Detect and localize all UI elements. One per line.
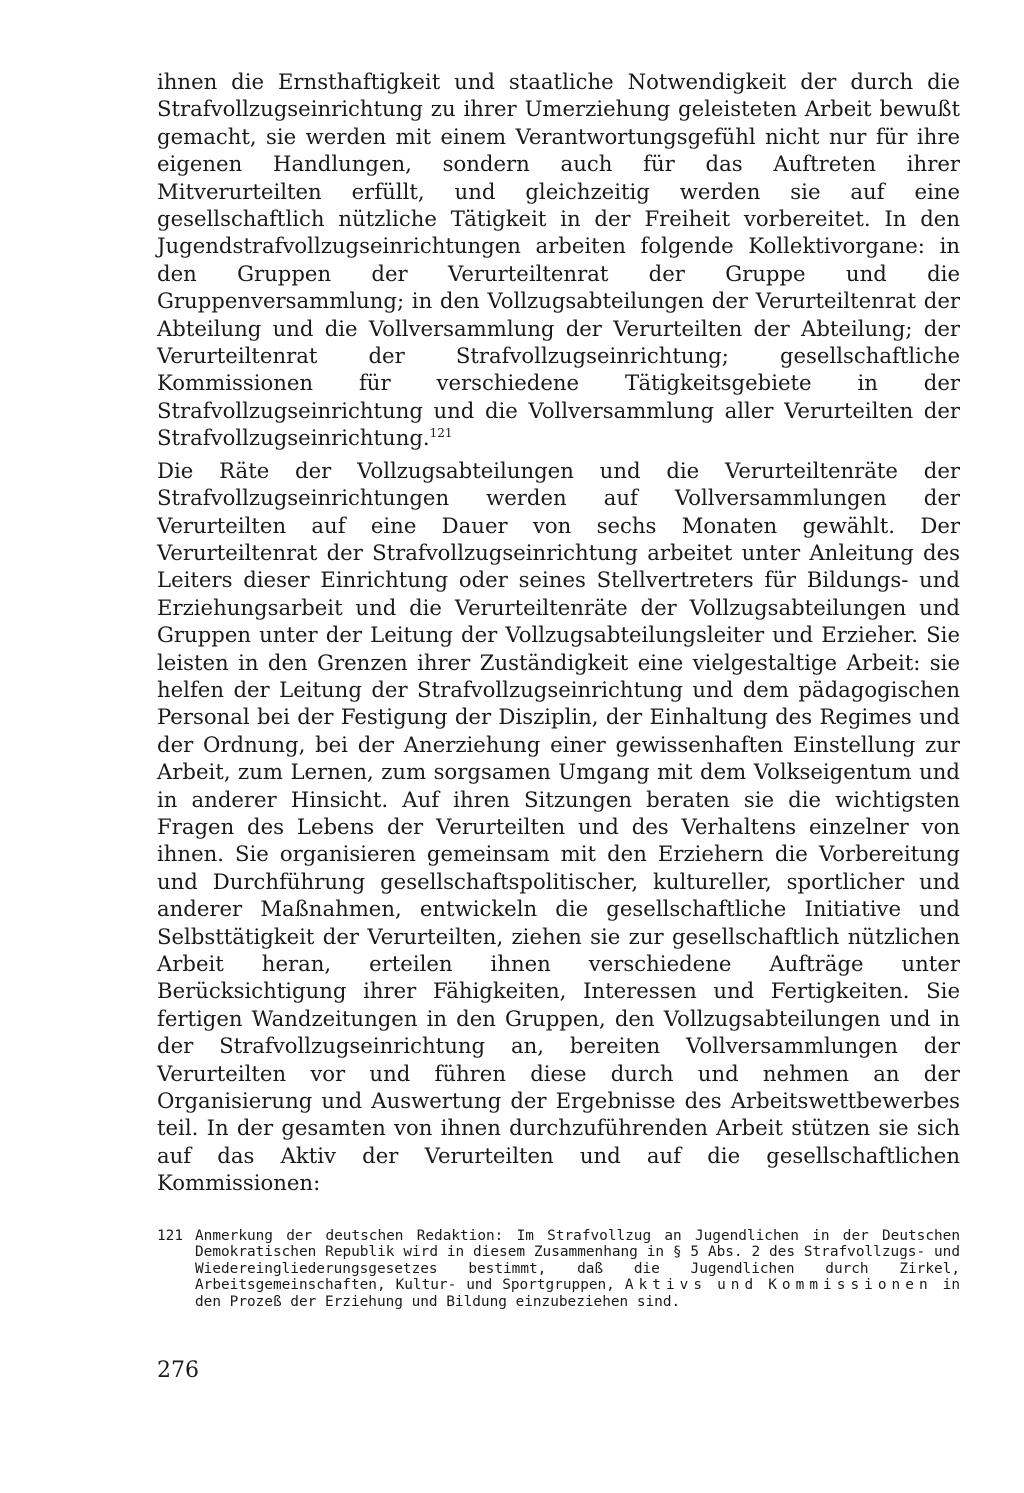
body-paragraph-2: Die Räte der Vollzugsabteilungen und die Verurteiltenräte der Strafvollzugseinrichtungen werden auf Vollversammlungen der Verurteilten auf eine Dauer von sechs Monaten gewählt. Der Verurteiltenrat der Strafvollzugseinrichtung arbeitet unter Anleitung des Leiters dieser Einrichtung oder seines Stellvertreters für Bildungs- und Erziehungsarbeit und die Verurteiltenräte der Vollzugsabteilungen und Gruppen unter der Leitung der Vollzugsabteilungsleiter und Erzieher. Sie leisten in den Grenzen ihrer Zuständigkeit eine vielgestaltige Arbeit: sie helfen der Leitung der Strafvollzugseinrichtung und dem pädagogischen Personal bei der Festigung der Disziplin, der Einhaltung des Regimes und der Ordnung, bei der Anerziehung einer gewissenhaften Einstellung zur Arbeit, zum Lernen, zum sorgsamen Umgang mit dem Volkseigentum und in anderer Hinsicht. Auf ihren Sitzungen beraten sie die wichtigsten Fragen des Lebens der Verurteilten und des Verhaltens einzelner von ihnen. Sie organisieren gemeinsam mit den Erziehern die Vorbereitung und Durchführung gesellschaftspolitischer, kultureller, sportlicher und anderer Maßnahmen, entwickeln die gesellschaftliche Initiative und Selbsttätigkeit der Verurteilten, ziehen sie zur gesellschaftlich nützlichen Arbeit heran, erteilen ihnen verschiedene Aufträge unter Berücksichtigung ihrer Fähigkeiten, Interessen und Fertigkeiten. Sie fertigen Wandzeitungen in den Gruppen, den Vollzugsabteilungen und in der Strafvollzugseinrichtung an, bereiten Vollversammlungen der Verurteilten vor und führen diese durch und nehmen an der Organisierung und Auswertung der Ergebnisse des Arbeitswettbewerbes teil. In der gesamten von ihnen durchzuführenden Arbeit stützen sie sich auf das Aktiv der Verurteilten und auf die gesellschaftlichen Kommissionen:	[157, 457, 960, 1196]
page-number: 276	[157, 1358, 199, 1383]
body-paragraph-1	[157, 68, 960, 452]
footnote-text-before: Anmerkung der deutschen Redaktion: Im Strafvollzug an Jugendlichen in der Deutschen Demokratischen Republik wird in diesem Zusammenhang in § 5 Abs. 2 des Strafvollzugs- und Wiedereingliederungsgesetzes bestimmt, daß die Jugendlichen durch Zirkel, Arbeitsgemeinschaften, Kultur- und Sportgruppen,	[195, 1228, 960, 1294]
footnote	[157, 1228, 960, 1310]
page-body	[157, 68, 960, 1197]
footnote-number: 121	[157, 1228, 183, 1244]
footnote-emphasis-und: und	[717, 1277, 759, 1294]
footnote-emphasis-kommissionen: Kommissionen	[768, 1277, 933, 1294]
footnote-emphasis-aktivs: Aktivs	[624, 1277, 708, 1294]
footnote-reference[interactable]: 121	[429, 426, 453, 441]
footnote-text	[195, 1228, 960, 1310]
body-paragraph-1-text: ihnen die Ernsthaftigkeit und staatliche Notwendigkeit der durch die Strafvollzugseinrichtung zu ihrer Umerziehung geleisteten Arbeit bewußt gemacht, sie werden mit einem Verantwortungsgefühl nicht nur für ihre eigenen Handlungen, sondern auch für das Auftreten ihrer Mitverurteilten erfüllt, und gleichzeitig werden sie auf eine gesellschaftlich nützliche Tätigkeit in der Freiheit vorbereitet. In den Jugendstrafvollzugseinrichtungen arbeiten folgende Kollektivorgane: in den Gruppen der Verurteiltenrat der Gruppe und die Gruppenversammlung; in den Vollzugsabteilungen der Verurteiltenrat der Abteilung und die Vollversammlung der Verurteilten der Abteilung; der Verurteiltenrat der Strafvollzugseinrichtung; gesellschaftliche Kommissionen für verschiedene Tätigkeitsgebiete in der Strafvollzugseinrichtung und die Vollversammlung aller Verurteilten der Strafvollzugseinrichtung.	[157, 69, 960, 451]
footnote-text-after: in den Prozeß der Erziehung und Bildung einzubeziehen sind.	[195, 1277, 960, 1310]
